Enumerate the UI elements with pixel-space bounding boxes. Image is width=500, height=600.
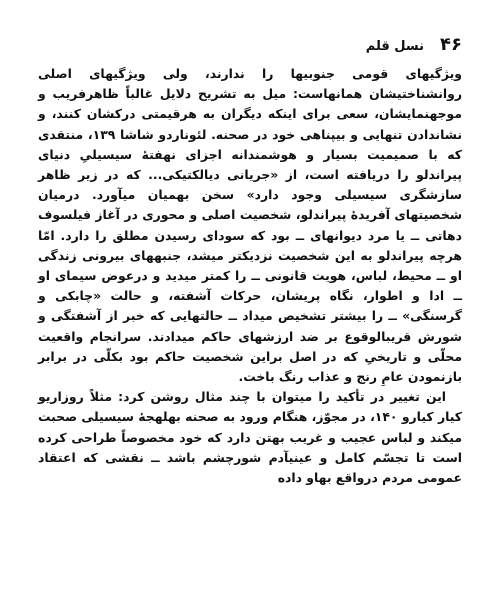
page-number: ۴۶ xyxy=(440,34,462,55)
running-title: نسل قلم xyxy=(365,39,425,54)
page-header xyxy=(38,34,462,56)
paragraph-2: این تغییر در تأکید را میتوان با چند مثال روشن کرد: مثلاً روزاریو کیار کیارو ۱۴۰، در مجوّز، هنگام ورود به صحنه بهلهجهٔ سیسیلی صحبت میکند و لباس عجیب و غریب بهتن دارد که خود مخصوصاً طراحی کرده است تا تجسّم کامل و عینیآدم شورچشم باشد ــ نقشی که اعتقاد عمومی مردم درواقع بهاو داده xyxy=(38,389,463,486)
body-text xyxy=(38,64,462,488)
paragraph-1: ویژگیهای قومی جنوبیها را ندارند، ولی ویژگیهای اصلی روانشناختیشان همانهاست: میل به تشریح دلایل غالباً ظاهرفریب و موجهنمایشان، سعی برای اینکه دیگران به هرقیمتی درکشان کنند، و نشاندادن تنهایی و بیپناهی خود در صحنه. لئوناردو شاشا ۱۳۹، منتقدی که با صمیمیت بسیار و هوشمندانه اجزای نهفتهٔ سیسیلیِ دنیای پیراندلو را دریافته است، از «جریانی دیالکتیکی... که در زیر ظاهر سازشگری سیسیلی وجود دارد» سخن بهمیان میآورد. درمیان شخصیتهای آفریدهٔ پیراندلو، شخصیت اصلی و محوری در آغاز فیلسوف دهاتی ــ یا مرد دیوانهای ــ بود که سودای رسیدن مطلق را دارد. امّا هرچه پیراندلو به این شخصیت نزدیکتر میشد، جنبههای بیرونی زندگی او ــ محیط، لباس، هویت قانونی ــ را کمتر میدید و درعوض سیمای او ــ ادا و اطوار، نگاه پریشان، حرکات آشفته، و حالت «چابکی و گرسنگی» ــ را بیشتر تشخیص میداد ــ حالتهایی که خبر از آشفتگی و شورش قریبالوقوع بر ضد ارزشهای حاکم میدادند. سرانجام واقعیت محلّی و تاریخیِ که در اصل براین شخصیت حاکم بود بکلّی در برابر بازنمودن عامِ رنج و عذاب رنگ باخت. xyxy=(38,66,462,385)
